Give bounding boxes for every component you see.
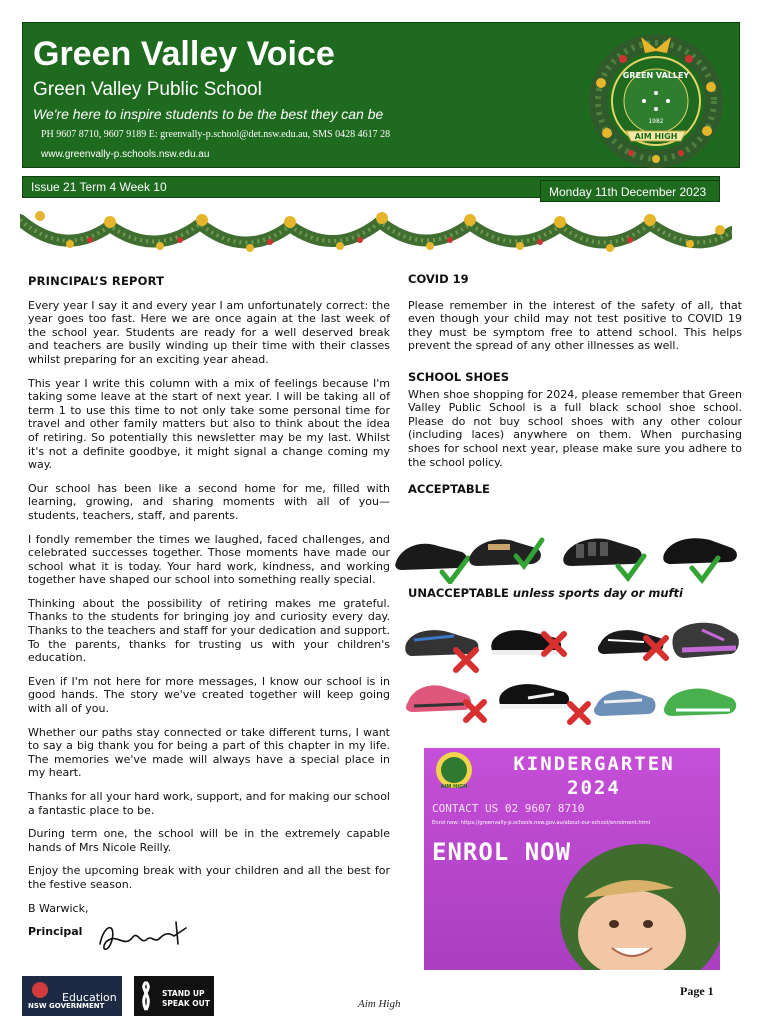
signoff-name: B Warwick,	[28, 901, 89, 915]
report-paragraph: Every year I say it and every year I am unfortunately correct: the year goes too fast. Here we are once again at the last week of the school year. Students are ready for a well deserved break and teachers are busily winding up their time with their classes whilst preparing for an exciting year ahead.	[28, 298, 390, 366]
unacceptable-shoe-1	[405, 630, 478, 670]
issue-date: Monday 11th December 2023	[549, 185, 707, 199]
ad-contact: CONTACT US 02 9607 8710	[432, 802, 585, 815]
unacceptable-shoes-grid	[404, 620, 740, 736]
newsletter-title: Green Valley Voice	[33, 35, 335, 73]
school-shoes-heading: SCHOOL SHOES	[408, 369, 510, 384]
ad-year: 2024	[567, 777, 621, 799]
unacceptable-suffix: unless sports day or mufti	[512, 585, 683, 600]
page-number: Page 1	[680, 984, 714, 998]
svg-text:GREEN VALLEY: GREEN VALLEY	[622, 71, 690, 80]
report-paragraph: Even if I'm not here for more messages, I know our school is in good hands. The story we've created together will keep going with all of you.	[28, 674, 390, 716]
unacceptable-shoe-2	[491, 630, 564, 655]
kindergarten-ad-artwork	[424, 748, 720, 970]
principal-report	[28, 275, 390, 939]
kindergarten-enrolment-ad[interactable]	[424, 748, 720, 970]
christmas-wreath-logo	[571, 23, 741, 169]
report-paragraph: I fondly remember the times we laughed, faced challenges, and celebrated successes together. Those moments have made our school what it is today. Your hard work, kindness, and working together have shaped our school into something really special.	[28, 532, 390, 587]
report-paragraph: Thinking about the possibility of retiring makes me grateful. Thanks to the students for bringing joy and curiosity every day. Thanks to the teachers and staff for your dedication and support. To the parents, thanks for trusting us with your children's education.	[28, 596, 390, 665]
ad-enrol-now: ENROL NOW	[432, 838, 572, 866]
ad-enrol-link: Enrol now: https://greenvally-p.schools.nsw.gov.au/about-our-school/enrolment.html	[432, 820, 651, 826]
svg-text:AIM HIGH: AIM HIGH	[634, 132, 678, 141]
unacceptable-heading	[408, 587, 742, 601]
unacceptable-shoe-7	[594, 691, 655, 716]
school-shoes-text: When shoe shopping for 2024, please remember that Green Valley Public School is a full black school shoe school. Please do not buy school shoes with any other colour (including laces) anywhere on them. When purchasing shoes for school next year, please make sure you adhere to the school policy.	[408, 387, 742, 469]
acceptable-shoes-row	[392, 522, 740, 584]
tagline: We're here to inspire students to be the best they can be	[33, 106, 384, 122]
svg-text:1982: 1982	[648, 118, 664, 125]
signoff-role: Principal	[28, 925, 83, 939]
masthead	[22, 22, 740, 168]
unacceptable-shoe-5	[406, 685, 484, 720]
unacceptable-shoe-3	[598, 630, 666, 658]
nsw-education-label: Education	[62, 991, 117, 1004]
unacceptable-shoe-4	[672, 623, 738, 658]
acceptable-heading: ACCEPTABLE	[408, 482, 490, 497]
standup-line1: STAND UP	[162, 989, 205, 998]
report-paragraph: Enjoy the upcoming break with your children and all the best for the festive season.	[28, 864, 390, 891]
acceptable-shoe-3	[563, 539, 644, 578]
standup-line2: SPEAK OUT	[162, 999, 210, 1008]
report-paragraph: This year I write this column with a mix of feelings because I'm taking some leave at the start of next year. I will be taking all of term 1 to use this time to not only take some personal time for travel and other family matters but also to think about the idea of retiring. So potentially this newsletter may be my last. Whilst it's not a definite goodbye, it might signal a change coming my way.	[28, 376, 390, 472]
nsw-small-label: NSW GOVERNMENT	[28, 1002, 105, 1010]
acceptable-shoe-4	[663, 538, 737, 580]
unacceptable-shoe-8	[664, 689, 736, 716]
ad-kindergarten-title: KINDERGARTEN	[513, 753, 675, 775]
ad-badge-text: AIM HIGH	[440, 784, 468, 790]
covid-text: Please remember in the interest of the safety of all, that even though your child may not test positive to COVID 19 they must be symptom free to attend school. This helps prevent the spread of any other illnesses as well.	[408, 298, 742, 353]
unacceptable-label: UNACCEPTABLE	[408, 585, 509, 600]
principal-signature	[94, 914, 194, 958]
ribbon-icon	[134, 976, 214, 1016]
date-bar	[540, 180, 720, 202]
report-paragraph: Whether our paths stay connected or take different turns, I want to say a big thank you for being a part of this chapter in my life. The memories we've made will always have a special place in my heart.	[28, 725, 390, 780]
covid-heading: COVID 19	[408, 272, 469, 286]
acceptable-shoe-1	[395, 544, 468, 582]
principal-report-heading: PRINCIPAL’S REPORT	[28, 274, 165, 288]
issue-label: Issue 21 Term 4 Week 10	[31, 180, 167, 194]
unacceptable-shoe-6	[499, 684, 588, 722]
nsw-education-logo	[22, 976, 122, 1016]
report-paragraph: During term one, the school will be in the extremely capable hands of Mrs Nicole Reilly.	[28, 827, 390, 854]
nsw-waratah-icon	[22, 976, 122, 1016]
report-paragraph: Our school has been like a second home for me, filled with learning, growing, and sharing moments with all of you—students, teachers, staff, and parents.	[28, 481, 390, 522]
footer-motto: Aim High	[358, 998, 401, 1010]
contact-details: PH 9607 8710, 9607 9189 E: greenvally-p.school@det.nsw.edu.au, SMS 0428 4617 28	[41, 129, 391, 140]
report-paragraph: Thanks for all your hard work, support, and for making our school a fantastic place to be.	[28, 790, 390, 817]
acceptable-shoe-2	[469, 539, 542, 566]
christmas-garland-divider	[20, 206, 732, 260]
stand-up-speak-out-logo	[134, 976, 214, 1016]
school-name: Green Valley Public School	[33, 79, 262, 100]
school-website-link[interactable]: www.greenvally-p.schools.nsw.edu.au	[41, 149, 210, 160]
